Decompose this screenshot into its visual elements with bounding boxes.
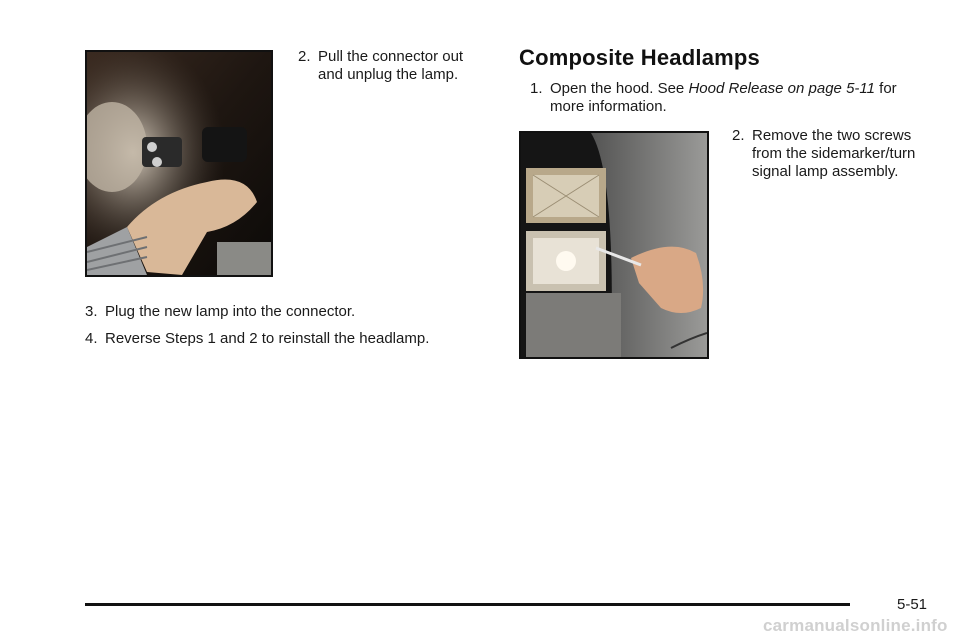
watermark: carmanualsonline.info [763,616,948,635]
step-number: 2. [298,48,311,65]
step-2-remove-screws [732,127,932,181]
step-text: Pull the connector out and unplug the lamp. [318,48,464,83]
step-number: 3. [85,303,98,320]
step-4-reinstall [85,330,495,348]
sidemarker-lamp-photo [519,131,709,359]
step-text-after: for more information. [550,80,897,115]
unplug-connector-photo [85,50,273,277]
step-number: 2. [732,127,745,144]
section-title: Composite Headlamps [519,45,760,70]
step-number: 1. [530,80,543,97]
step-text: Plug the new lamp into the connector. [105,303,356,320]
step-text [530,80,930,116]
step-text: Remove the two screws from the sidemarker/turn signal lamp assembly. [752,127,916,180]
step-text: Reverse Steps 1 and 2 to reinstall the headlamp. [105,330,430,347]
step-2-pull-connector [298,48,488,84]
step-number: 4. [85,330,98,347]
step-3-plug-lamp [85,303,495,321]
step-text-before: Open the hood. See [550,80,689,97]
footer-rule [85,603,850,606]
page-number: 5-51 [897,596,928,613]
hood-release-reference[interactable]: Hood Release on page 5-11 [688,80,875,97]
step-1-open-hood [530,80,930,116]
